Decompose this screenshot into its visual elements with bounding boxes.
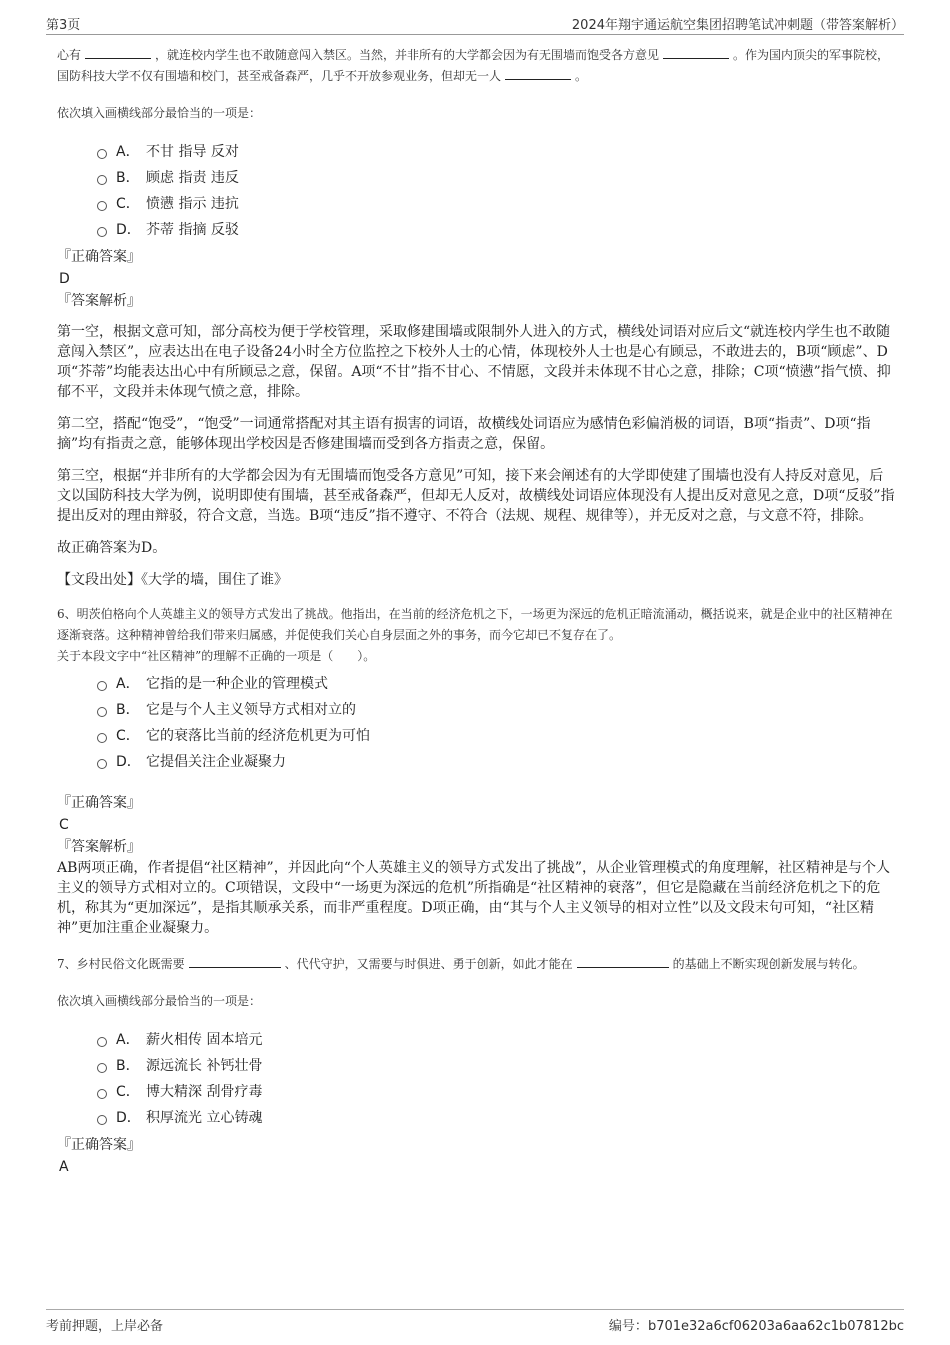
q5-analysis-conclusion: 故正确答案为D。	[57, 540, 167, 556]
q7-option-a[interactable]	[97, 1026, 897, 1052]
radio-button[interactable]	[97, 149, 107, 159]
q5-option-b[interactable]	[97, 164, 897, 190]
document-code	[609, 1315, 904, 1334]
page-content	[57, 45, 897, 1178]
option-letter: D．	[116, 222, 141, 238]
option-text: 不甘 指导 反对	[146, 144, 239, 160]
radio-button[interactable]	[97, 227, 107, 237]
q5-options	[97, 138, 897, 242]
option-letter: C．	[116, 1084, 140, 1100]
q7-option-d[interactable]	[97, 1104, 897, 1130]
q6-answer-label: 『正确答案』	[57, 795, 141, 811]
q7-answer-label: 『正确答案』	[57, 1137, 141, 1153]
option-letter: B．	[116, 170, 140, 186]
footer-slogan: 考前押题，上岸必备	[46, 1319, 164, 1334]
q6-option-d[interactable]	[97, 748, 897, 774]
radio-button[interactable]	[97, 1037, 107, 1047]
q5-option-d[interactable]	[97, 216, 897, 242]
option-letter: A．	[116, 676, 140, 692]
q5-answer: D	[59, 271, 70, 287]
code-value: b701e32a6cf06203a6aa62c1b07812bc	[647, 1319, 904, 1334]
q7-prompt: 依次填入画横线部分最恰当的一项是：	[57, 994, 262, 1008]
option-letter: D．	[116, 1110, 141, 1126]
q7-stem-part: 7、乡村民俗文化既需要	[57, 957, 185, 971]
q5-prompt: 依次填入画横线部分最恰当的一项是：	[57, 106, 262, 120]
option-letter: B．	[116, 702, 140, 718]
q7-stem-part: 、代代守护，又需要与时俱进、勇于创新，如此才能在	[284, 957, 573, 971]
radio-button[interactable]	[97, 1089, 107, 1099]
q6-options	[97, 670, 897, 774]
radio-button[interactable]	[97, 707, 107, 717]
q5-passage-part: 。	[575, 69, 588, 83]
q5-passage	[57, 45, 897, 87]
option-text: 它的衰落比当前的经济危机更为可怕	[146, 728, 370, 744]
document-title: 2024年翔宇通运航空集团招聘笔试冲刺题（带答案解析）	[571, 18, 904, 33]
q7-stem	[57, 954, 897, 975]
q6-question: 关于本段文字中“社区精神”的理解不正确的一项是（ ）。	[57, 649, 376, 663]
radio-button[interactable]	[97, 1115, 107, 1125]
blank-line	[505, 66, 571, 80]
q5-passage-part: 心有	[57, 48, 82, 62]
q5-passage-part: ，就连校内学生也不敢随意闯入禁区。当然，并非所有的大学都会因为有无围墙而饱受各方意见	[155, 48, 660, 62]
q5-analysis-label: 『答案解析』	[57, 293, 141, 309]
option-text: 芥蒂 指摘 反驳	[146, 222, 239, 238]
blank-line	[577, 954, 669, 968]
q5-analysis-paragraph: 第三空，根据“并非所有的大学都会因为有无围墙而饱受各方意见”可知，接下来会阐述有的大学即使建了围墙也没有人持反对意见，后文以国防科技大学为例，说明即使有围墙，甚至戒备森严，但却无人反对，故横线处词语应体现没有人提出反对意见之意，D项“反驳”指提出反对的理由辩驳，符合文意，当选。B项“违反”指不遵守、不符合（法规、规程、规律等），并无反对之意，与文意不符，排除。	[57, 468, 895, 524]
option-letter: B．	[116, 1058, 140, 1074]
radio-button[interactable]	[97, 759, 107, 769]
blank-line	[663, 45, 729, 59]
blank-line	[189, 954, 281, 968]
radio-button[interactable]	[97, 201, 107, 211]
option-text: 它是与个人主义领导方式相对立的	[146, 702, 356, 718]
q5-answer-label: 『正确答案』	[57, 249, 141, 265]
radio-button[interactable]	[97, 175, 107, 185]
option-text: 积厚流光 立心铸魂	[146, 1110, 263, 1126]
q7-stem-part: 的基础上不断实现创新发展与转化。	[672, 957, 865, 971]
q5-option-a[interactable]	[97, 138, 897, 164]
blank-line	[85, 45, 151, 59]
option-letter: A．	[116, 144, 140, 160]
option-text: 博大精深 刮骨疗毒	[146, 1084, 263, 1100]
radio-button[interactable]	[97, 733, 107, 743]
option-letter: A．	[116, 1032, 140, 1048]
q7-answer: A	[59, 1159, 69, 1175]
q6-option-a[interactable]	[97, 670, 897, 696]
q6-option-b[interactable]	[97, 696, 897, 722]
q6-analysis-label: 『答案解析』	[57, 839, 141, 855]
radio-button[interactable]	[97, 681, 107, 691]
option-text: 它提倡关注企业凝聚力	[146, 754, 286, 770]
option-letter: C．	[116, 728, 140, 744]
page-footer	[46, 1309, 904, 1336]
q5-passage-part: 。作为国内顶尖的军事院校，国防科技大学不仅有围墙和校门，甚至戒备森严，几乎不开放参观业务，但却无一人	[57, 48, 890, 83]
q5-option-c[interactable]	[97, 190, 897, 216]
option-text: 它指的是一种企业的管理模式	[146, 676, 328, 692]
radio-button[interactable]	[97, 1063, 107, 1073]
option-text: 源远流长 补钙壮骨	[146, 1058, 263, 1074]
q5-analysis-paragraph: 第二空，搭配“饱受”，“饱受”一词通常搭配对其主语有损害的词语，故横线处词语应为感情色彩偏消极的词语，B项“指责”、D项“指摘”均有指责之意，能够体现出学校因是否修建围墙而受到各方指责之意，保留。	[57, 416, 871, 452]
option-text: 愤懑 指示 违抗	[146, 196, 239, 212]
code-label: 编号：	[608, 1319, 648, 1334]
q6-option-c[interactable]	[97, 722, 897, 748]
q7-option-c[interactable]	[97, 1078, 897, 1104]
option-letter: C．	[116, 196, 140, 212]
q7-option-b[interactable]	[97, 1052, 897, 1078]
q5-source: 【文段出处】《大学的墙，围住了谁》	[57, 572, 288, 588]
q6-analysis: AB两项正确，作者提倡“社区精神”，并因此向“个人英雄主义的领导方式发出了挑战”，从企业管理模式的角度理解，社区精神是与个人主义的领导方式相对立的。C项错误，文段中“一场更为深远的危机”所指确是“社区精神的衰落”，但它是隐藏在当前经济危机之下的危机，称其为“更加深远”，是指其顺承关系，而非严重程度。D项正确，由“其与个人主义领导的相对立性”以及文段末句可知，“社区精神”更加注重企业凝聚力。	[57, 860, 891, 936]
q5-analysis-paragraph: 第一空，根据文意可知，部分高校为便于学校管理，采取修建围墙或限制外人进入的方式，横线处词语对应后文“就连校内学生也不敢随意闯入禁区”，应表达出在电子设备24小时全方位监控之下校外人士的心情，体现校外人士也是心有顾忌，不敢进去的，B项“顾虑”、D项“芥蒂”均能表达出心中有所顾忌之意，保留。A项“不甘”指不甘心、不情愿，文段并未体现不甘心之意，排除；C项“愤懑”指气愤、抑郁不平，文段并未体现气愤之意，排除。	[57, 324, 891, 400]
option-text: 薪火相传 固本培元	[146, 1032, 263, 1048]
option-text: 顾虑 指责 违反	[146, 170, 239, 186]
q6-stem: 6、明茨伯格向个人英雄主义的领导方式发出了挑战。他指出，在当前的经济危机之下，一场更为深远的危机正暗流涌动，概括说来，就是企业中的社区精神在逐渐衰落。这种精神曾给我们带来归属感，并促使我们关心自身层面之外的事务，而今它却已不复存在了。	[57, 607, 893, 642]
q7-options	[97, 1026, 897, 1130]
page-number: 第3页	[46, 18, 81, 33]
option-letter: D．	[116, 754, 141, 770]
page-header	[46, 12, 904, 35]
q6-answer: C	[59, 817, 69, 833]
